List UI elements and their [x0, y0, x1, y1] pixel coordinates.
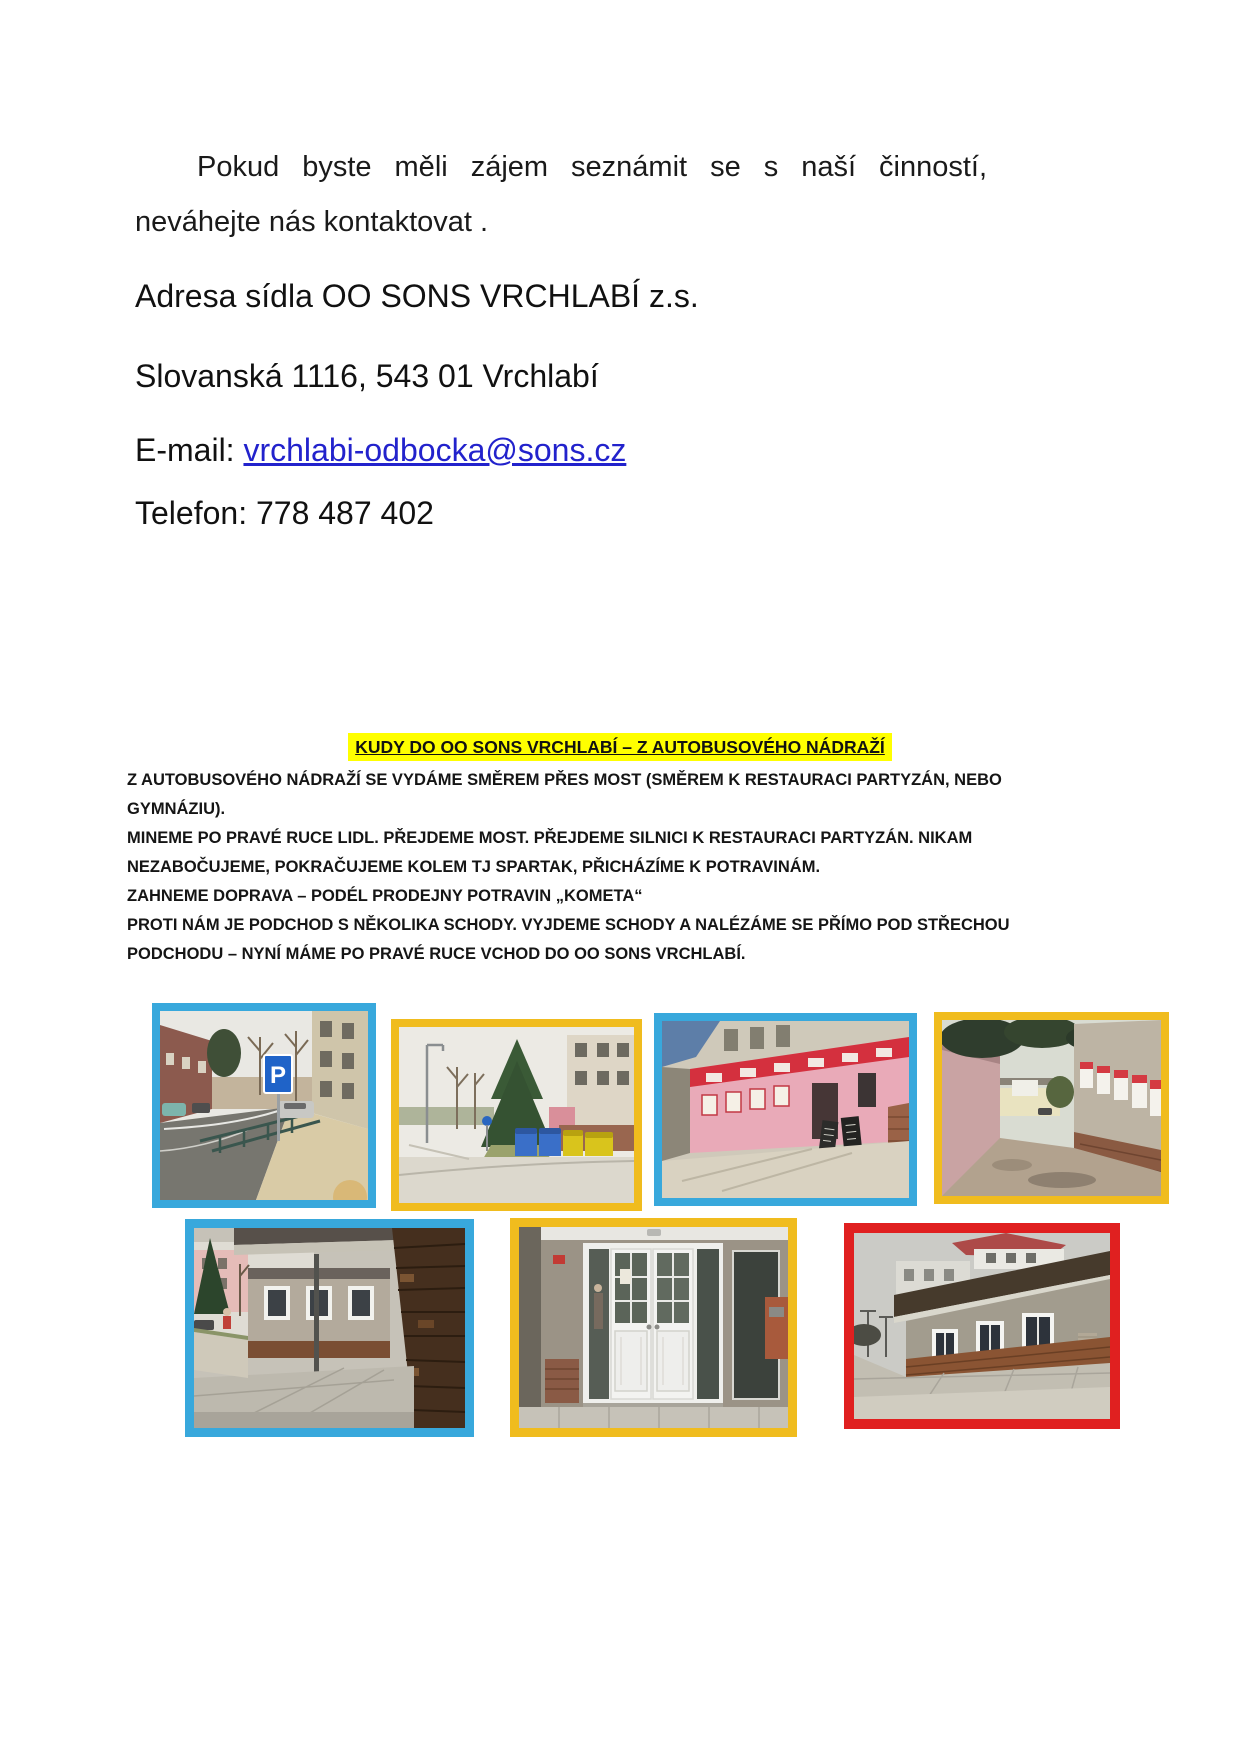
underpass-photo-graphic	[194, 1228, 465, 1428]
photo-sons-building	[844, 1223, 1120, 1429]
address-street: Slovanská 1116, 543 01 Vrchlabí	[135, 358, 599, 394]
svg-text:P: P	[269, 1062, 287, 1089]
intro-line-2: neváhejte nás kontaktovat .	[135, 206, 489, 238]
photo-underpass-with-pillar	[185, 1219, 474, 1437]
directions-heading: KUDY DO OO SONS VRCHLABÍ – Z AUTOBUSOVÉHO NÁDRAŽÍ	[348, 733, 892, 761]
storefront-photo-graphic	[662, 1021, 909, 1198]
path-photo-graphic	[942, 1020, 1161, 1196]
address-title: Adresa sídla OO SONS VRCHLABÍ z.s.	[135, 278, 699, 314]
directions-text	[127, 766, 1010, 969]
directions-heading-row	[0, 733, 1240, 761]
entrance-photo-graphic	[519, 1227, 788, 1428]
directions-line: MINEME PO PRAVÉ RUCE LIDL. PŘEJDEME MOST. PŘEJDEME SILNICI K RESTAURACI PARTYZÁN. NIKAM	[127, 829, 973, 847]
photo-street-with-containers	[391, 1019, 642, 1211]
intro-paragraph	[135, 140, 987, 250]
photo-street-with-parking-sign	[152, 1003, 376, 1208]
email-link[interactable]: vrchlabi-odbocka@sons.cz	[243, 432, 627, 468]
email-label: E-mail:	[135, 432, 244, 468]
building-photo-graphic	[854, 1233, 1110, 1419]
email-line	[135, 432, 626, 469]
directions-line: GYMNÁZIU).	[127, 800, 226, 818]
photo-entrance-white-door	[510, 1218, 797, 1437]
intro-line-1: Pokud byste měli zájem seznámit se s naší činností,	[197, 151, 987, 183]
photo-path-along-building	[934, 1012, 1169, 1204]
directions-line: Z AUTOBUSOVÉHO NÁDRAŽÍ SE VYDÁME SMĚREM PŘES MOST (SMĚREM K RESTAURACI PARTYZÁN, NEBO	[127, 771, 1002, 789]
photo-kometa-storefront	[654, 1013, 917, 1206]
street-parking-photo-graphic	[160, 1011, 368, 1200]
directions-line: PROTI NÁM JE PODCHOD S NĚKOLIKA SCHODY. VYJDEME SCHODY A NALÉZÁME SE PŘÍMO POD STŘECHOU	[127, 916, 1010, 934]
directions-line: PODCHODU – NYNÍ MÁME PO PRAVÉ RUCE VCHOD DO OO SONS VRCHLABÍ.	[127, 945, 746, 963]
phone-line: Telefon: 778 487 402	[135, 495, 434, 531]
containers-photo-graphic	[399, 1027, 634, 1203]
directions-line: NEZABOČUJEME, POKRAČUJEME KOLEM TJ SPARTAK, PŘICHÁZÍME K POTRAVINÁM.	[127, 858, 821, 876]
directions-line: ZAHNEME DOPRAVA – PODÉL PRODEJNY POTRAVIN „KOMETA“	[127, 887, 643, 905]
